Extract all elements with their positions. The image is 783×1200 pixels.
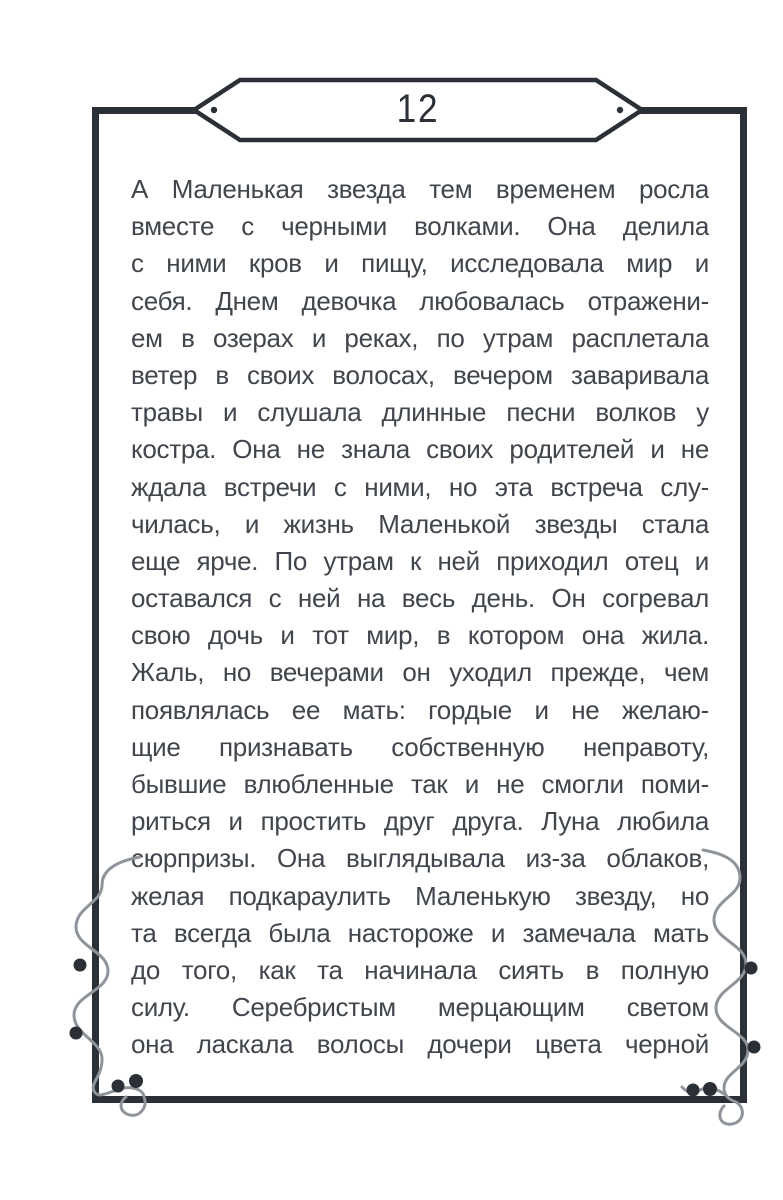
berry-icon — [70, 1027, 83, 1040]
text-line: А Маленькая звезда тем временем росла — [131, 174, 709, 204]
text-line: Жаль, но вечерами он уходил прежде, чем — [131, 657, 709, 688]
berry-icon — [74, 959, 87, 972]
page-number: 12 — [396, 86, 440, 131]
text-line: до того, как та начинала сиять в полную — [131, 954, 709, 985]
text-line: риться и простить друг друга. Луна любила — [131, 806, 709, 837]
text-line: ждала встречи с ними, но эта встреча слу- — [131, 471, 709, 502]
story-text — [131, 171, 709, 1064]
text-line: свою дочь и тот мир, в котором она жила. — [131, 620, 709, 651]
text-line: она ласкала волосы дочери цвета черной — [131, 1029, 709, 1060]
text-line: травы и слушала длинные песни волков у — [131, 397, 709, 428]
text-line: появлялась ее мать: гордые и не желаю- — [131, 694, 709, 725]
text-line: оставался с ней на весь день. Он согревал — [131, 583, 709, 614]
text-line: вместе с черными волками. Она делила — [131, 211, 709, 242]
text-line: силу. Серебристым мерцающим светом — [131, 992, 709, 1023]
text-line: еще ярче. По утрам к ней приходил отец и — [131, 545, 709, 576]
text-line: ветер в своих волосах, вечером заваривала — [131, 359, 709, 390]
text-line: желая подкараулить Маленькую звезду, но — [131, 880, 709, 911]
text-line: бывшие влюбленные так и не смогли поми- — [131, 769, 709, 799]
text-line: ем в озерах и реках, по утрам расплетала — [131, 322, 709, 353]
text-line: с ними кров и пищу, исследовала мир и — [131, 248, 709, 279]
text-line: себя. Днем девочка любовалась отражени- — [131, 285, 709, 316]
text-line: костра. Она не знала своих родителей и не — [131, 434, 709, 465]
text-line: щие признавать собственную неправоту, — [131, 731, 709, 762]
banner-left-dot-icon — [211, 107, 217, 113]
berry-icon — [748, 1041, 761, 1054]
text-line: та всегда была настороже и замечала мать — [131, 917, 709, 948]
text-line: чилась, и жизнь Маленькой звезды стала — [131, 508, 709, 539]
text-line: сюрпризы. Она выглядывала из-за облаков, — [131, 843, 709, 874]
